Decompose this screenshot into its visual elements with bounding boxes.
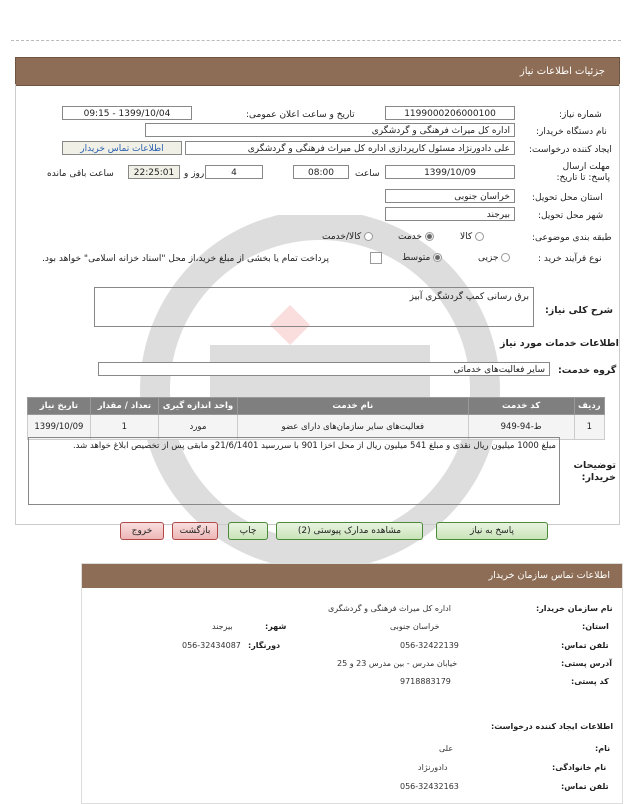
radio-medium[interactable] <box>433 253 442 262</box>
announce-field: 1399/10/04 - 09:15 <box>62 106 192 120</box>
radio-service[interactable] <box>425 232 434 241</box>
treasury-note: پرداخت تمام یا بخشی از مبلغ خرید،از محل "اسناد خزانه اسلامی" خواهد بود. <box>42 254 330 264</box>
province-field: خراسان جنوبی <box>385 189 515 203</box>
category-option-goods[interactable] <box>460 232 484 242</box>
days-field: 4 <box>205 165 263 179</box>
contact-org-label: نام سازمان خریدار: <box>536 604 613 613</box>
attachments-button[interactable]: مشاهده مدارک پیوستی (2) <box>276 522 423 540</box>
creator-phone-label: تلفن تماس: <box>561 782 609 791</box>
services-title: اطلاعات خدمات مورد نیاز <box>500 338 619 349</box>
contact-title: اطلاعات تماس سازمان خریدار <box>488 570 610 581</box>
summary-text: برق رسانی کمپ گردشگری آبیز <box>409 292 529 302</box>
category-goods-label: کالا <box>460 232 473 242</box>
cell-unit: مورد <box>158 415 237 440</box>
contact-fax: 056-32434087 <box>182 641 241 650</box>
days-label: روز و <box>184 169 205 179</box>
creator-section-title: اطلاعات ایجاد کننده درخواست: <box>491 722 614 731</box>
creator-name: علی <box>439 744 454 753</box>
contact-province-label: استان: <box>582 622 609 631</box>
col-unit: واحد اندازه گیری <box>158 398 237 415</box>
category-both-label: کالا/خدمت <box>322 232 362 242</box>
services-table <box>27 397 605 440</box>
creator-lastname-label: نام خانوادگی: <box>552 763 607 772</box>
city-field: بیرجند <box>385 207 515 221</box>
buyer-org-field: اداره کل میراث فرهنگی و گردشگری <box>145 123 515 137</box>
table-header-row <box>28 398 605 415</box>
deadline-label: مهلت ارسال پاسخ: تا تاریخ: <box>556 162 610 183</box>
remaining-time-field: 22:25:01 <box>128 165 180 179</box>
city-label: شهر محل تحویل: <box>538 211 604 221</box>
radio-both[interactable] <box>364 232 373 241</box>
contact-postal: 9718883179 <box>400 677 451 686</box>
deadline-time-field: 08:00 <box>293 165 349 179</box>
reply-button[interactable]: پاسخ به نیاز <box>436 522 548 540</box>
contact-org: اداره کل میراث فرهنگی و گردشگری <box>328 604 451 613</box>
col-service-name: نام خدمت <box>237 398 468 415</box>
exit-button[interactable]: خروج <box>120 522 164 540</box>
table-row <box>28 415 605 440</box>
category-label: طبقه بندی موضوعی: <box>532 233 612 243</box>
process-label: نوع فرآیند خرید : <box>538 254 602 264</box>
cell-service-name: فعالیت‌های سایر سازمان‌های دارای عضو <box>237 415 468 440</box>
contact-buyer-link[interactable]: اطلاعات تماس خریدار <box>80 144 164 154</box>
contact-phone-label: تلفن تماس: <box>561 641 609 650</box>
radio-minor[interactable] <box>501 253 510 262</box>
deadline-date-field: 1399/10/09 <box>385 165 515 179</box>
cell-row: 1 <box>574 415 604 440</box>
cell-date: 1399/10/09 <box>28 415 91 440</box>
summary-box <box>94 287 534 327</box>
remaining-label: ساعت باقی مانده <box>47 169 114 179</box>
buyer-notes-label: توضیحات خریدار: <box>573 460 616 483</box>
contact-province: خراسان جنوبی <box>390 622 440 631</box>
process-minor-label: جزیی <box>478 253 499 263</box>
contact-address: خیابان مدرس - بین مدرس 23 و 25 <box>337 659 458 668</box>
cell-service-code: ط-94-949 <box>468 415 574 440</box>
process-option-minor[interactable] <box>478 253 510 263</box>
contact-address-label: آدرس پستی: <box>561 659 612 668</box>
buyer-notes-text: مبلغ 1000 میلیون ریال نقدی و مبلغ 541 میلیون ریال از محل اخزا 901 با سررسید 21/6/1401و مابقی پس از تخصیص ابلاغ خواهد شد. <box>72 441 556 451</box>
radio-goods[interactable] <box>475 232 484 241</box>
summary-label: شرح کلی نیاز: <box>545 305 614 316</box>
service-group-label: گروه خدمت: <box>558 365 617 376</box>
process-option-medium[interactable] <box>402 253 442 263</box>
deadline-time-label: ساعت <box>355 169 380 179</box>
creator-name-label: نام: <box>595 744 611 753</box>
top-divider <box>11 40 621 42</box>
need-number-label: شماره نیاز: <box>559 110 602 120</box>
need-number-field: 1199000206000100 <box>385 106 515 120</box>
back-button[interactable]: بازگشت <box>172 522 218 540</box>
buyer-org-label: نام دستگاه خریدار: <box>536 127 607 137</box>
col-row: ردیف <box>574 398 604 415</box>
contact-phone: 056-32422139 <box>400 641 459 650</box>
creator-label: ایجاد کننده درخواست: <box>529 145 612 155</box>
contact-postal-label: کد پستی: <box>571 677 609 686</box>
contact-fax-label: دورنگار: <box>248 641 281 650</box>
category-service-label: خدمت <box>398 232 422 242</box>
category-option-service[interactable] <box>398 232 434 242</box>
panel-header <box>15 57 620 86</box>
announce-label: تاریخ و ساعت اعلان عمومی: <box>246 110 355 120</box>
contact-card <box>81 563 623 804</box>
category-option-both[interactable] <box>322 232 373 242</box>
col-date: تاریخ نیاز <box>28 398 91 415</box>
creator-field: علی دادورنژاد مسئول کارپردازی اداره کل میراث فرهنگی و گردشگری <box>185 141 515 155</box>
col-service-code: کد خدمت <box>468 398 574 415</box>
contact-city-label: شهر: <box>265 622 287 631</box>
creator-lastname: دادورنژاد <box>418 763 448 772</box>
creator-phone: 056-32432163 <box>400 782 459 791</box>
service-group-field: سایر فعالیت‌های خدماتی <box>98 362 550 376</box>
contact-link-box[interactable] <box>62 141 182 155</box>
contact-city: بیرجند <box>212 622 233 631</box>
print-button[interactable]: چاپ <box>228 522 268 540</box>
panel-title: جزئیات اطلاعات نیاز <box>519 66 605 77</box>
process-medium-label: متوسط <box>402 253 431 263</box>
treasury-checkbox[interactable] <box>370 252 382 264</box>
province-label: استان محل تحویل: <box>532 193 603 203</box>
cell-qty: 1 <box>90 415 158 440</box>
col-qty: تعداد / مقدار <box>90 398 158 415</box>
contact-card-header <box>82 564 622 588</box>
buyer-notes-box <box>28 437 560 505</box>
